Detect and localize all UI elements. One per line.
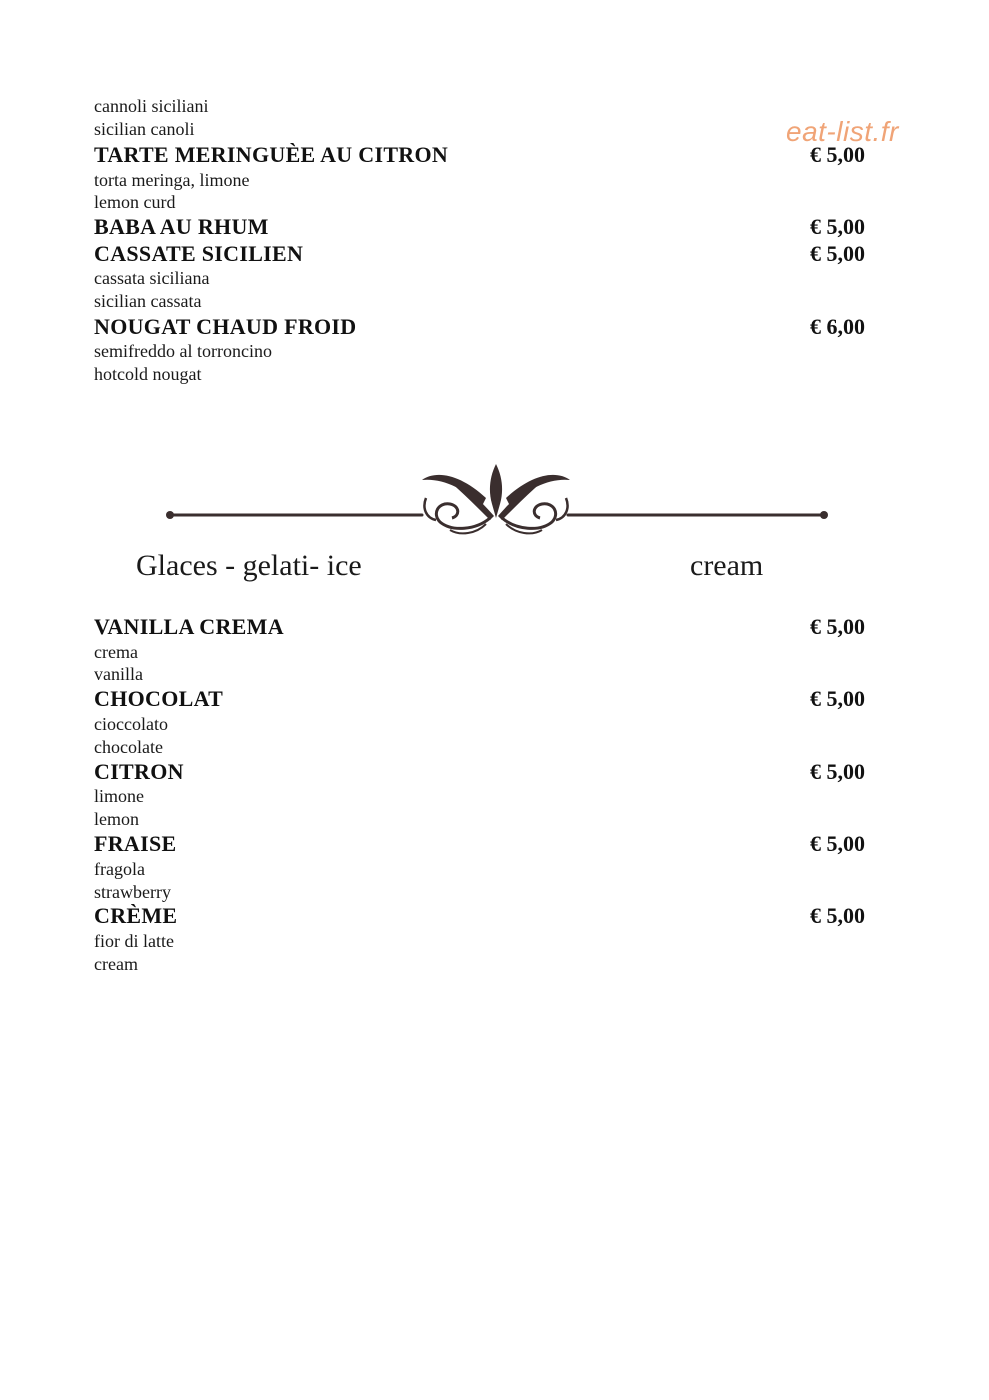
menu-item-price: € 5,00 (810, 142, 865, 167)
menu-item-name: NOUGAT CHAUD FROID (94, 314, 357, 339)
menu-item-price: € 5,00 (810, 614, 865, 639)
menu-item-name: CHOCOLAT (94, 686, 224, 711)
menu-item-english: vanilla (94, 664, 143, 684)
menu-item-name: CASSATE SICILIEN (94, 241, 304, 266)
menu-item-name: BABA AU RHUM (94, 214, 269, 239)
menu-item-english: sicilian cassata (94, 291, 202, 311)
cannoli-english: sicilian canoli (94, 119, 195, 139)
menu-item-price: € 5,00 (810, 214, 865, 239)
menu-item-english: chocolate (94, 737, 163, 757)
ornament-divider (160, 458, 832, 538)
flourish-icon (422, 464, 570, 533)
menu-item-italian: limone (94, 786, 144, 806)
menu-item-italian: cassata siciliana (94, 268, 210, 288)
menu-item-italian: cioccolato (94, 714, 168, 734)
menu-item-italian: semifreddo al torroncino (94, 341, 272, 361)
menu-item-english: strawberry (94, 882, 171, 902)
menu-item-english: lemon (94, 809, 139, 829)
divider-dot-right (820, 511, 828, 519)
divider-dot-left (166, 511, 174, 519)
menu-item-name: VANILLA CREMA (94, 614, 284, 639)
menu-item-name: FRAISE (94, 831, 177, 856)
menu-item-price: € 5,00 (810, 759, 865, 784)
menu-item-name: TARTE MERINGUÈE AU CITRON (94, 142, 449, 167)
menu-item-english: cream (94, 954, 138, 974)
section-title: Glaces - gelati- ice (136, 549, 362, 582)
menu-item-italian: fior di latte (94, 931, 174, 951)
menu-item-italian: torta meringa, limone (94, 170, 250, 190)
menu-item-price: € 5,00 (810, 903, 865, 928)
menu-item-price: € 5,00 (810, 831, 865, 856)
menu-item-english: hotcold nougat (94, 364, 202, 384)
menu-item-english: lemon curd (94, 192, 176, 212)
watermark-logo: eat-list.fr (786, 116, 899, 147)
menu-item-name: CITRON (94, 759, 184, 784)
menu-item-italian: crema (94, 642, 138, 662)
cannoli-italian: cannoli siciliani (94, 96, 209, 116)
menu-item-price: € 6,00 (810, 314, 865, 339)
section-title-continued: cream (690, 549, 764, 582)
menu-item-name: CRÈME (94, 903, 178, 928)
menu-item-price: € 5,00 (810, 241, 865, 266)
menu-item-italian: fragola (94, 859, 145, 879)
menu-item-price: € 5,00 (810, 686, 865, 711)
